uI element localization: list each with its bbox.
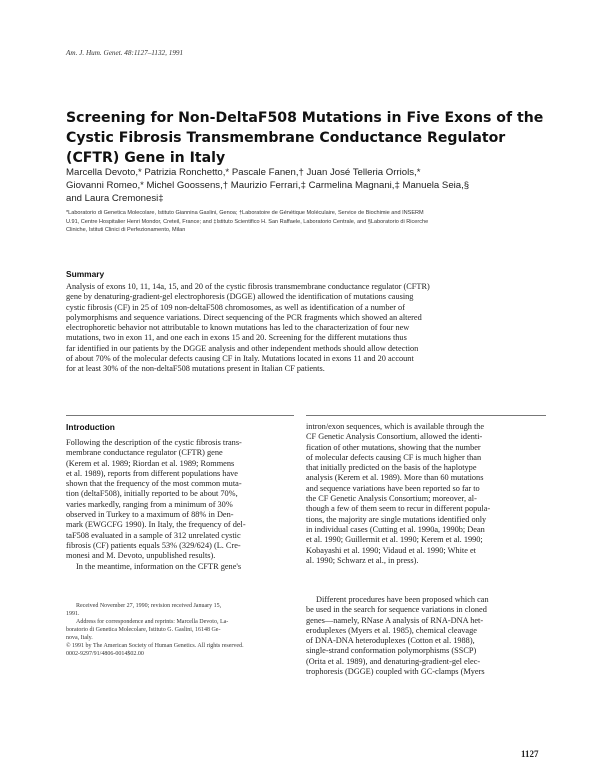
summary-line: of about 70% of the molecular defects causing CF in Italy. Mutations located in exons 11 and 20 account	[66, 354, 414, 364]
body-line: and sequence variations have been reported so far to	[306, 483, 480, 493]
body-line: et al. 1990; Guillermit et al. 1990; Kerem et al. 1990;	[306, 535, 483, 545]
body-line: Different procedures have been proposed which can	[316, 595, 489, 604]
body-line: of molecular defects causing CF is much higher than	[306, 452, 482, 462]
summary-line: Analysis of exons 10, 11, 14a, 15, and 20 of the cystic fibrosis transmembrane conductance regulator (CFTR)	[66, 282, 430, 291]
body-line: CF Genetic Analysis Consortium, allowed the identi-	[306, 432, 483, 442]
body-line: Following the description of the cystic fibrosis trans-	[66, 438, 242, 447]
section-divider-left	[66, 415, 294, 416]
journal-reference: Am. J. Hum. Genet. 48:1127–1132, 1991	[66, 49, 184, 57]
body-line: monesi and M. Devoto, unpublished results).	[66, 551, 216, 561]
body-line: single-strand conformation polymorphisms (SSCP)	[306, 646, 477, 656]
body-line: fication of other mutations, showing that the number	[306, 442, 481, 452]
title-line: (CFTR) Gene in Italy	[66, 150, 226, 166]
body-line: in individual cases (Cutting et al. 1990a, 1990b; Dean	[306, 524, 485, 534]
body-line: genes—namely, RNase A analysis of RNA-DNA het-	[306, 615, 484, 625]
author-line: Giovanni Romeo,* Michel Goossens,† Maurizio Ferrari,‡ Carmelina Magnani,‡ Manuela Seia,§	[66, 179, 470, 191]
affiliation-line: *Laboratorio di Genetica Molecolare, Istituto Giannina Gaslini, Genoa; †Laboratoire de Génétique Moléculaire, Service de Biochimie and INSERM	[66, 210, 424, 216]
author-line: Marcella Devoto,* Patrizia Ronchetto,* Pascale Fanen,† Juan José Telleria Orriols,*	[66, 167, 421, 178]
title-line: Cystic Fibrosis Transmembrane Conductance Regulator	[66, 130, 506, 146]
introduction-heading: Introduction	[66, 422, 115, 432]
summary-line: mutations, two in exon 11, and one each in exons 15 and 20. Screening for the different mutations thus	[66, 333, 407, 343]
affiliation-line: Cliniche, Istituti Clinici di Perfezionamento, Milan	[66, 227, 186, 234]
summary-line: electrophoretic behavior not attributable to known mutations has led to the characterization of four new	[66, 323, 410, 333]
summary-line: far identified in our patients by the DGGE analysis and other independent methods should allow detection	[66, 343, 419, 353]
summary-line: gene by denaturing-gradient-gel electrophoresis (DGGE) allowed the identification of mutations causing	[66, 292, 414, 302]
body-line: analysis (Kerem et al. 1989). More than 60 mutations	[306, 473, 484, 483]
body-line: observed in Turkey to a maximum of 88% in Den-	[66, 510, 234, 520]
body-line: et al. 1989), reports from different populations have	[66, 468, 238, 478]
introduction-left-column	[66, 438, 294, 572]
footnote-line: boratorio di Genetica Molecolare, Istituto G. Gaslini, 16148 Ge-	[66, 627, 221, 633]
summary-line: polymorphisms and sequence variations. Direct sequencing of the PCR fragments which showed an altered	[66, 312, 422, 322]
body-line: mark (EWGCFG 1990). In Italy, the frequency of del-	[66, 520, 246, 530]
footnote-line: 0002-9297/91/4806-0014$02.00	[66, 651, 144, 657]
body-line: In the meantime, information on the CFTR gene's	[76, 561, 242, 571]
section-divider-right	[306, 415, 546, 416]
footnote-line: 1991.	[66, 611, 80, 617]
body-line: shown that the frequency of the most common muta-	[66, 479, 242, 489]
body-line: the CF Genetic Analysis Consortium; moreover, al-	[306, 494, 477, 504]
footnote-line: nova, Italy.	[66, 635, 93, 641]
body-line: intron/exon sequences, which is available through the	[306, 422, 485, 431]
body-line: trophoresis (DGGE) coupled with GC-clamps (Myers	[306, 667, 485, 677]
summary-heading: Summary	[66, 269, 105, 279]
body-line: taF508 evaluated in a sample of 312 unrelated cystic	[66, 530, 241, 540]
body-line: al. 1990; Schwarz et al., in press).	[306, 555, 419, 565]
body-line: of DNA-DNA heteroduplexes (Cotton et al. 1988),	[306, 636, 475, 646]
body-line: (Orita et al. 1989), and denaturing-gradient-gel elec-	[306, 656, 481, 666]
title-line: Screening for Non-DeltaF508 Mutations in Five Exons of the	[66, 110, 544, 126]
summary-line: cystic fibrosis (CF) in 25 of 109 non-deltaF508 chromosomes, as well as identification of a number of	[66, 302, 405, 312]
page-number: 1127	[521, 749, 539, 759]
affiliations	[66, 209, 546, 235]
footnote-line: Received November 27, 1990; revision received January 15,	[76, 603, 222, 609]
introduction-right-column	[306, 422, 546, 566]
body-line: tions, the majority are single mutations identified only	[306, 514, 487, 524]
body-line: though a few of them seem to recur in different popula-	[306, 504, 491, 514]
body-line: eroduplexes (Myers et al. 1985), chemical cleavage	[306, 625, 477, 635]
body-line: membrane conductance regulator (CFTR) gene	[66, 448, 223, 458]
body-line: be used in the search for sequence variations in cloned	[306, 605, 487, 615]
body-line: (Kerem et al. 1989; Riordan et al. 1989; Rommens	[66, 458, 235, 468]
affiliation-line: U.91, Centre Hospitalier Henri Mondor, Creteil, France; and ‡Istituto Scientifico H. San Raffaele, Laboratorio Centrale, and §Laboratorio di Ricerche	[66, 218, 429, 225]
body-line: fibrosis (CF) patients equals 53% (329/624) (L. Cre-	[66, 540, 241, 550]
body-line: tion (deltaF508), initially reported to be about 70%,	[66, 489, 238, 499]
footnote-line: © 1991 by The American Society of Human Genetics. All rights reserved.	[66, 643, 244, 649]
article-title	[66, 108, 546, 168]
summary-abstract	[66, 282, 546, 375]
footnotes	[66, 602, 294, 658]
author-line: and Laura Cremonesi‡	[66, 192, 164, 204]
author-list	[66, 167, 546, 205]
summary-line: for at least 30% of the non-deltaF508 mutations present in Italian CF patients.	[66, 364, 325, 374]
body-line: varies markedly, ranging from a minimum of 30%	[66, 499, 233, 509]
introduction-right-column-paragraph-2	[306, 595, 546, 677]
body-line: that initially predicted on the basis of the haplotype	[306, 463, 477, 473]
footnote-line: Address for correspondence and reprints: Marcella Devoto, La-	[76, 619, 229, 625]
body-line: Kobayashi et al. 1990; Vidaud et al. 1990; White et	[306, 545, 476, 555]
